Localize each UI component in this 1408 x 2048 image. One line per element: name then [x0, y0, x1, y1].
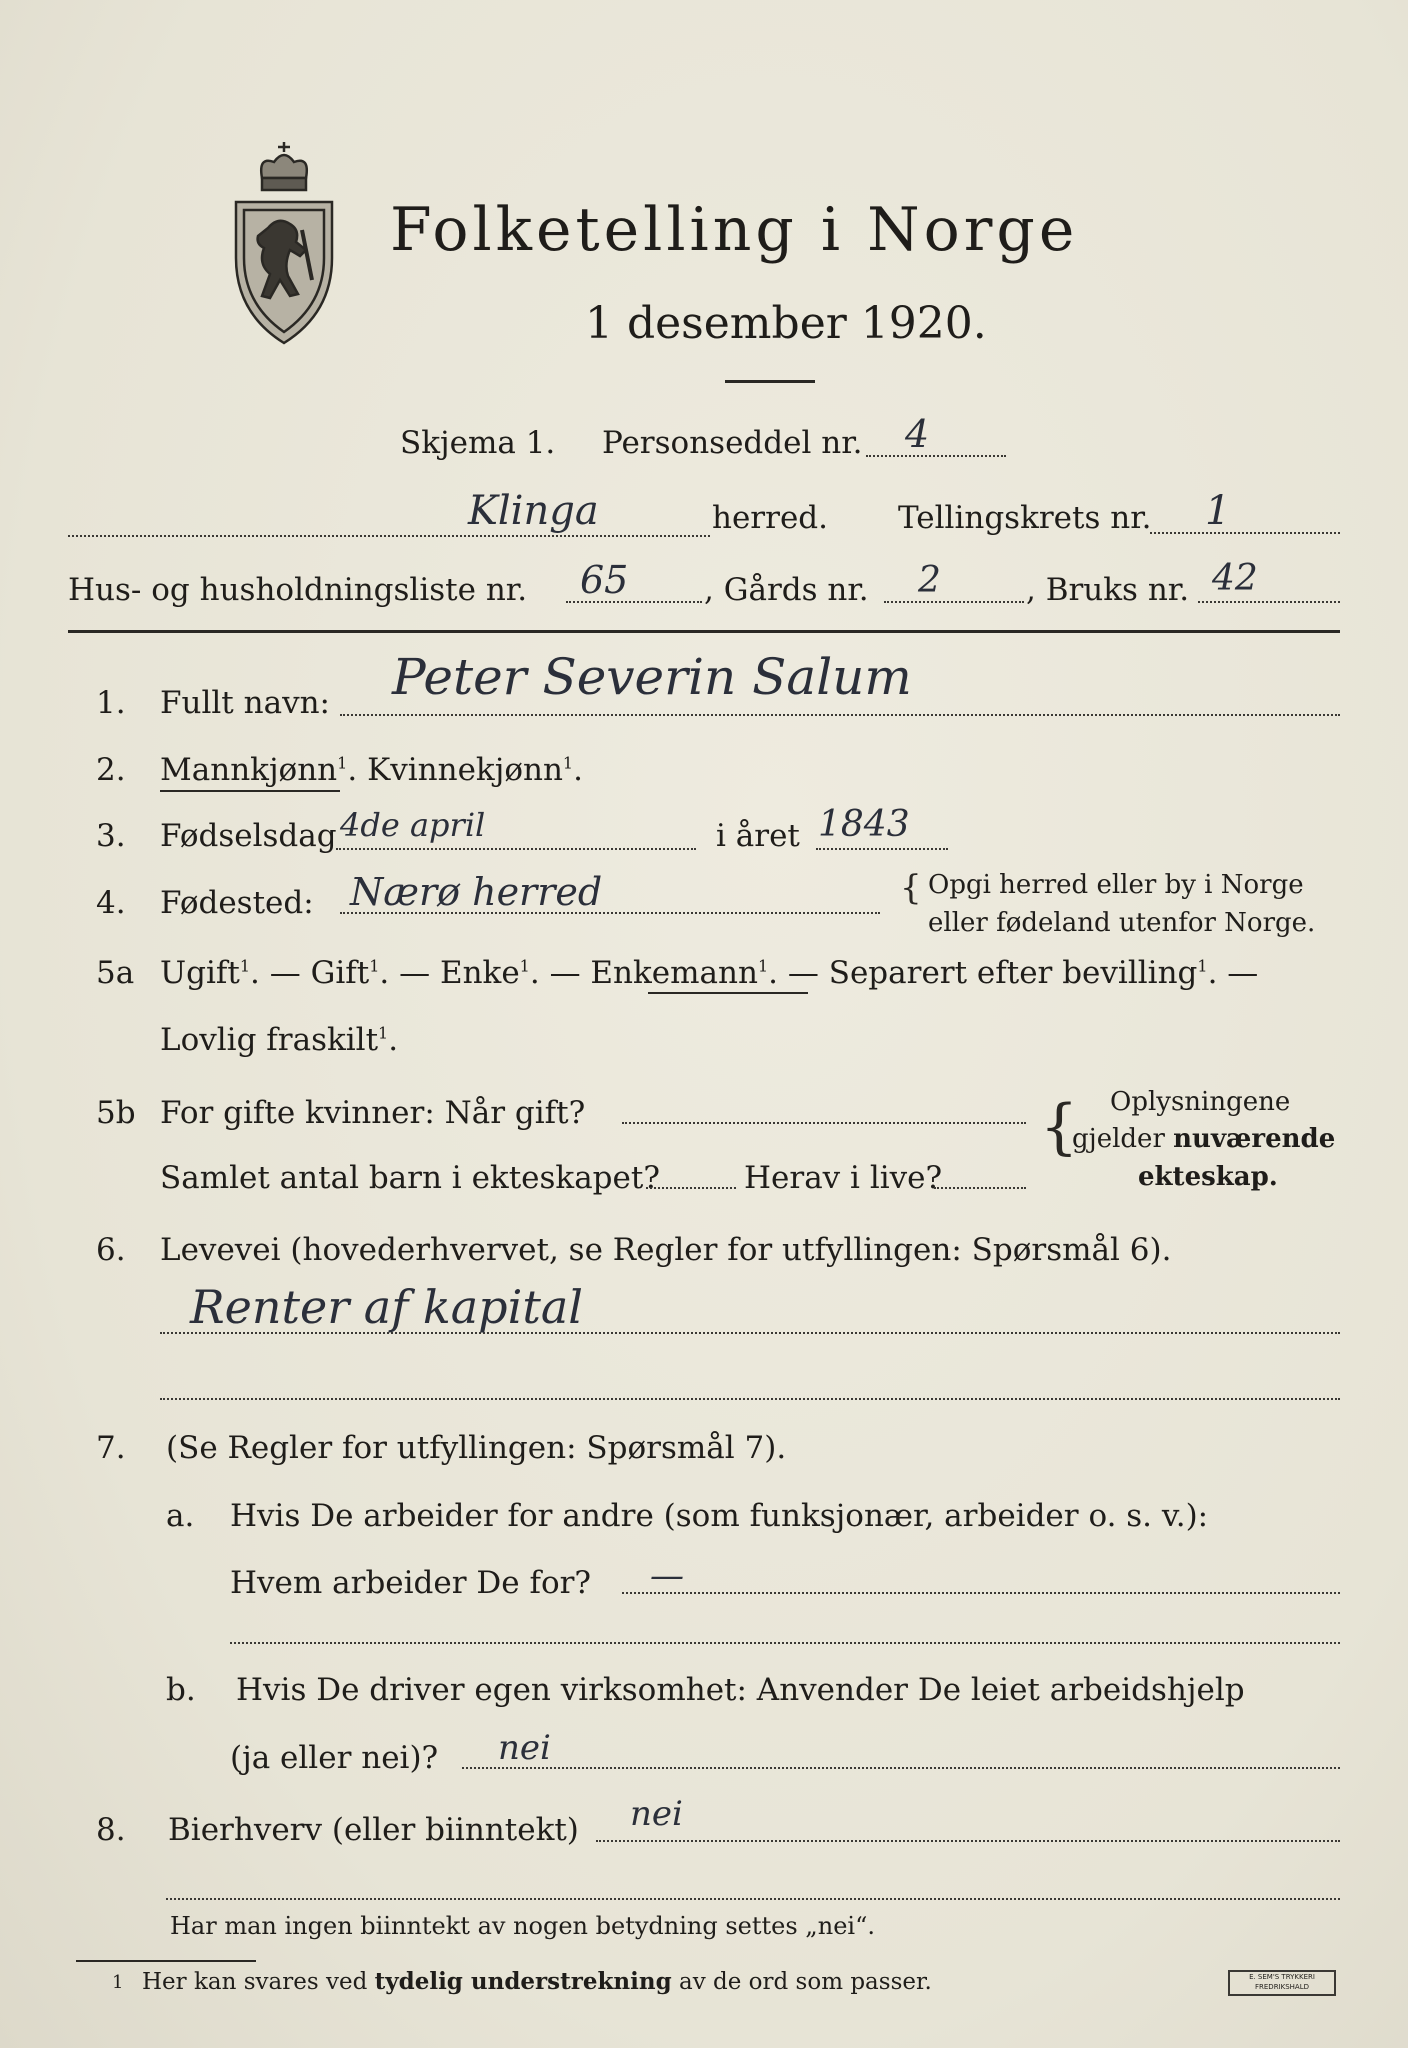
q4-value: Nærø herred	[350, 870, 603, 914]
page-subtitle: 1 desember 1920.	[585, 298, 987, 349]
q5a-enkemann: Enkemann	[590, 955, 758, 991]
q1-number: 1.	[96, 685, 126, 721]
q7a-field-line-1	[622, 1592, 1340, 1594]
q7b-value: nei	[498, 1728, 551, 1768]
q5a-footnote-mark: 1	[757, 956, 769, 976]
hus-value: 65	[580, 558, 629, 602]
q5b-note1: Oplysningene	[1110, 1087, 1291, 1117]
footnote-number: 1	[112, 1972, 124, 1993]
q1-field-line	[340, 714, 1340, 716]
q5b-note-brace: {	[1040, 1092, 1079, 1162]
q5a-separert: Separert efter bevilling	[828, 955, 1198, 991]
personseddel-field-line	[866, 455, 1006, 457]
skjema-label: Skjema 1.	[400, 425, 556, 461]
q5a-footnote-mark: 1	[378, 1023, 389, 1043]
personseddel-value: 4	[905, 412, 930, 456]
q7a-line1: Hvis De arbeider for andre (som funksjonær, arbeider o. s. v.):	[230, 1498, 1209, 1534]
bruks-field-line	[1198, 601, 1340, 603]
q8-value: nei	[630, 1794, 683, 1834]
q8-number: 8.	[96, 1812, 126, 1848]
q5b-number: 5b	[96, 1095, 136, 1131]
gards-field-line	[884, 601, 1024, 603]
q3-year-value: 1843	[818, 804, 910, 845]
hus-label: Hus- og husholdningsliste nr.	[68, 572, 528, 608]
q7b-field-line	[462, 1767, 1340, 1769]
q6-field-line-2	[160, 1398, 1340, 1400]
printer-stamp: E. SEM'S TRYKKERI FREDRIKSHALD	[1228, 1970, 1336, 1996]
q5a-footnote-mark: 1	[519, 956, 530, 976]
q5b-note3: ekteskap.	[1138, 1162, 1278, 1192]
q5a-number: 5a	[96, 955, 135, 991]
q2-female-option: Kvinnekjønn	[367, 752, 563, 788]
tellingskrets-label: Tellingskrets nr.	[898, 500, 1152, 536]
q2-male-option: Mannkjønn	[160, 752, 338, 788]
q5a-enkemann-underline	[648, 992, 808, 994]
herred-label: herred.	[712, 500, 828, 536]
q5a-options: Ugift$^1$. — Gift$^1$. — Enke$^1$. — Enkemann$^1$. — Separert efter bevilling$^1$. —	[160, 955, 1259, 991]
q3-year-label: i året	[716, 818, 800, 854]
biinntekt-note: Har man ingen biinntekt av nogen betydning settes „nei“.	[170, 1912, 875, 1940]
herred-field-line	[68, 535, 710, 537]
q7a-field-line-2	[230, 1642, 1340, 1644]
q3-number: 3.	[96, 818, 126, 854]
q5b-alive-field-line	[934, 1187, 1026, 1189]
bruks-value: 42	[1212, 558, 1258, 599]
q1-value: Peter Severin Salum	[392, 648, 912, 706]
gards-value: 2	[918, 560, 941, 601]
q2-male-underline	[160, 790, 340, 792]
q5b-line2b: Herav i live?	[744, 1160, 943, 1196]
q4-note-line1: Opgi herred eller by i Norge	[928, 870, 1304, 900]
coat-of-arms-icon	[228, 138, 340, 348]
q6-number: 6.	[96, 1232, 126, 1268]
q7a-letter: a.	[166, 1498, 195, 1534]
q5a-footnote-mark: 1	[1197, 956, 1208, 976]
q5b-married-field-line	[622, 1122, 1026, 1124]
q5a-fraskilt: Lovlig fraskilt	[160, 1022, 379, 1058]
q6-label: Levevei (hovederhvervet, se Regler for utfyllingen: Spørsmål 6).	[160, 1232, 1172, 1268]
q1-label: Fullt navn:	[160, 685, 330, 721]
header-divider	[68, 630, 1340, 633]
q5a-gift: Gift	[310, 955, 370, 991]
q7b-letter: b.	[166, 1672, 196, 1708]
q5a-footnote-mark: 1	[239, 956, 251, 976]
q7a-value: —	[650, 1556, 684, 1596]
q5a-fraskilt-line: Lovlig fraskilt$^1$.	[160, 1022, 399, 1058]
q7-number: 7.	[96, 1430, 126, 1466]
q5b-line1: For gifte kvinner: Når gift?	[160, 1095, 586, 1131]
q7a-line2: Hvem arbeider De for?	[230, 1565, 592, 1601]
q7b-line2: (ja eller nei)?	[230, 1740, 439, 1776]
personseddel-label: Personseddel nr.	[602, 425, 863, 461]
q4-note-line2: eller fødeland utenfor Norge.	[928, 908, 1316, 938]
q3-date-field-line	[336, 848, 696, 850]
tellingskrets-field-line	[1150, 532, 1340, 534]
q3-label: Fødselsdag	[160, 818, 337, 854]
q3-value: 4de april	[340, 806, 486, 844]
q2-number: 2.	[96, 752, 126, 788]
page-title: Folketelling i Norge	[390, 195, 1079, 265]
q3-year-field-line	[816, 848, 948, 850]
q4-note-brace: {	[900, 868, 922, 908]
q5a-ugift: Ugift	[160, 955, 240, 991]
title-divider	[725, 380, 815, 383]
q7b-line1: Hvis De driver egen virksomhet: Anvender De leiet arbeidshjelp	[236, 1672, 1245, 1708]
footnote-text: Her kan svares ved tydelig understrekning av de ord som passer.	[142, 1968, 932, 1995]
q2-options: Mannkjønn$^1$. Kvinnekjønn$^1$.	[160, 752, 583, 788]
gards-label: , Gårds nr.	[704, 572, 869, 608]
q5a-enke: Enke	[439, 955, 520, 991]
q2-footnote-mark: 1	[562, 753, 574, 773]
q5b-line2a: Samlet antal barn i ekteskapet?	[160, 1160, 660, 1196]
tellingskrets-value: 1	[1205, 488, 1231, 534]
q4-number: 4.	[96, 885, 126, 921]
footnote-divider	[76, 1960, 256, 1962]
q5b-children-field-line	[646, 1187, 736, 1189]
bruks-label: , Bruks nr.	[1026, 572, 1190, 608]
q8-field-line-1	[596, 1840, 1340, 1842]
q2-footnote-mark: 1	[337, 753, 348, 773]
herred-value: Klinga	[468, 488, 599, 534]
q8-label: Bierhverv (eller biinntekt)	[168, 1812, 579, 1848]
q8-field-line-2	[166, 1898, 1340, 1900]
q5a-footnote-mark: 1	[369, 956, 380, 976]
q7-label: (Se Regler for utfyllingen: Spørsmål 7).	[166, 1430, 787, 1466]
q4-label: Fødested:	[160, 885, 314, 921]
q6-value: Renter af kapital	[190, 1280, 583, 1334]
q5b-note2: gjelder nuværende	[1072, 1124, 1336, 1154]
